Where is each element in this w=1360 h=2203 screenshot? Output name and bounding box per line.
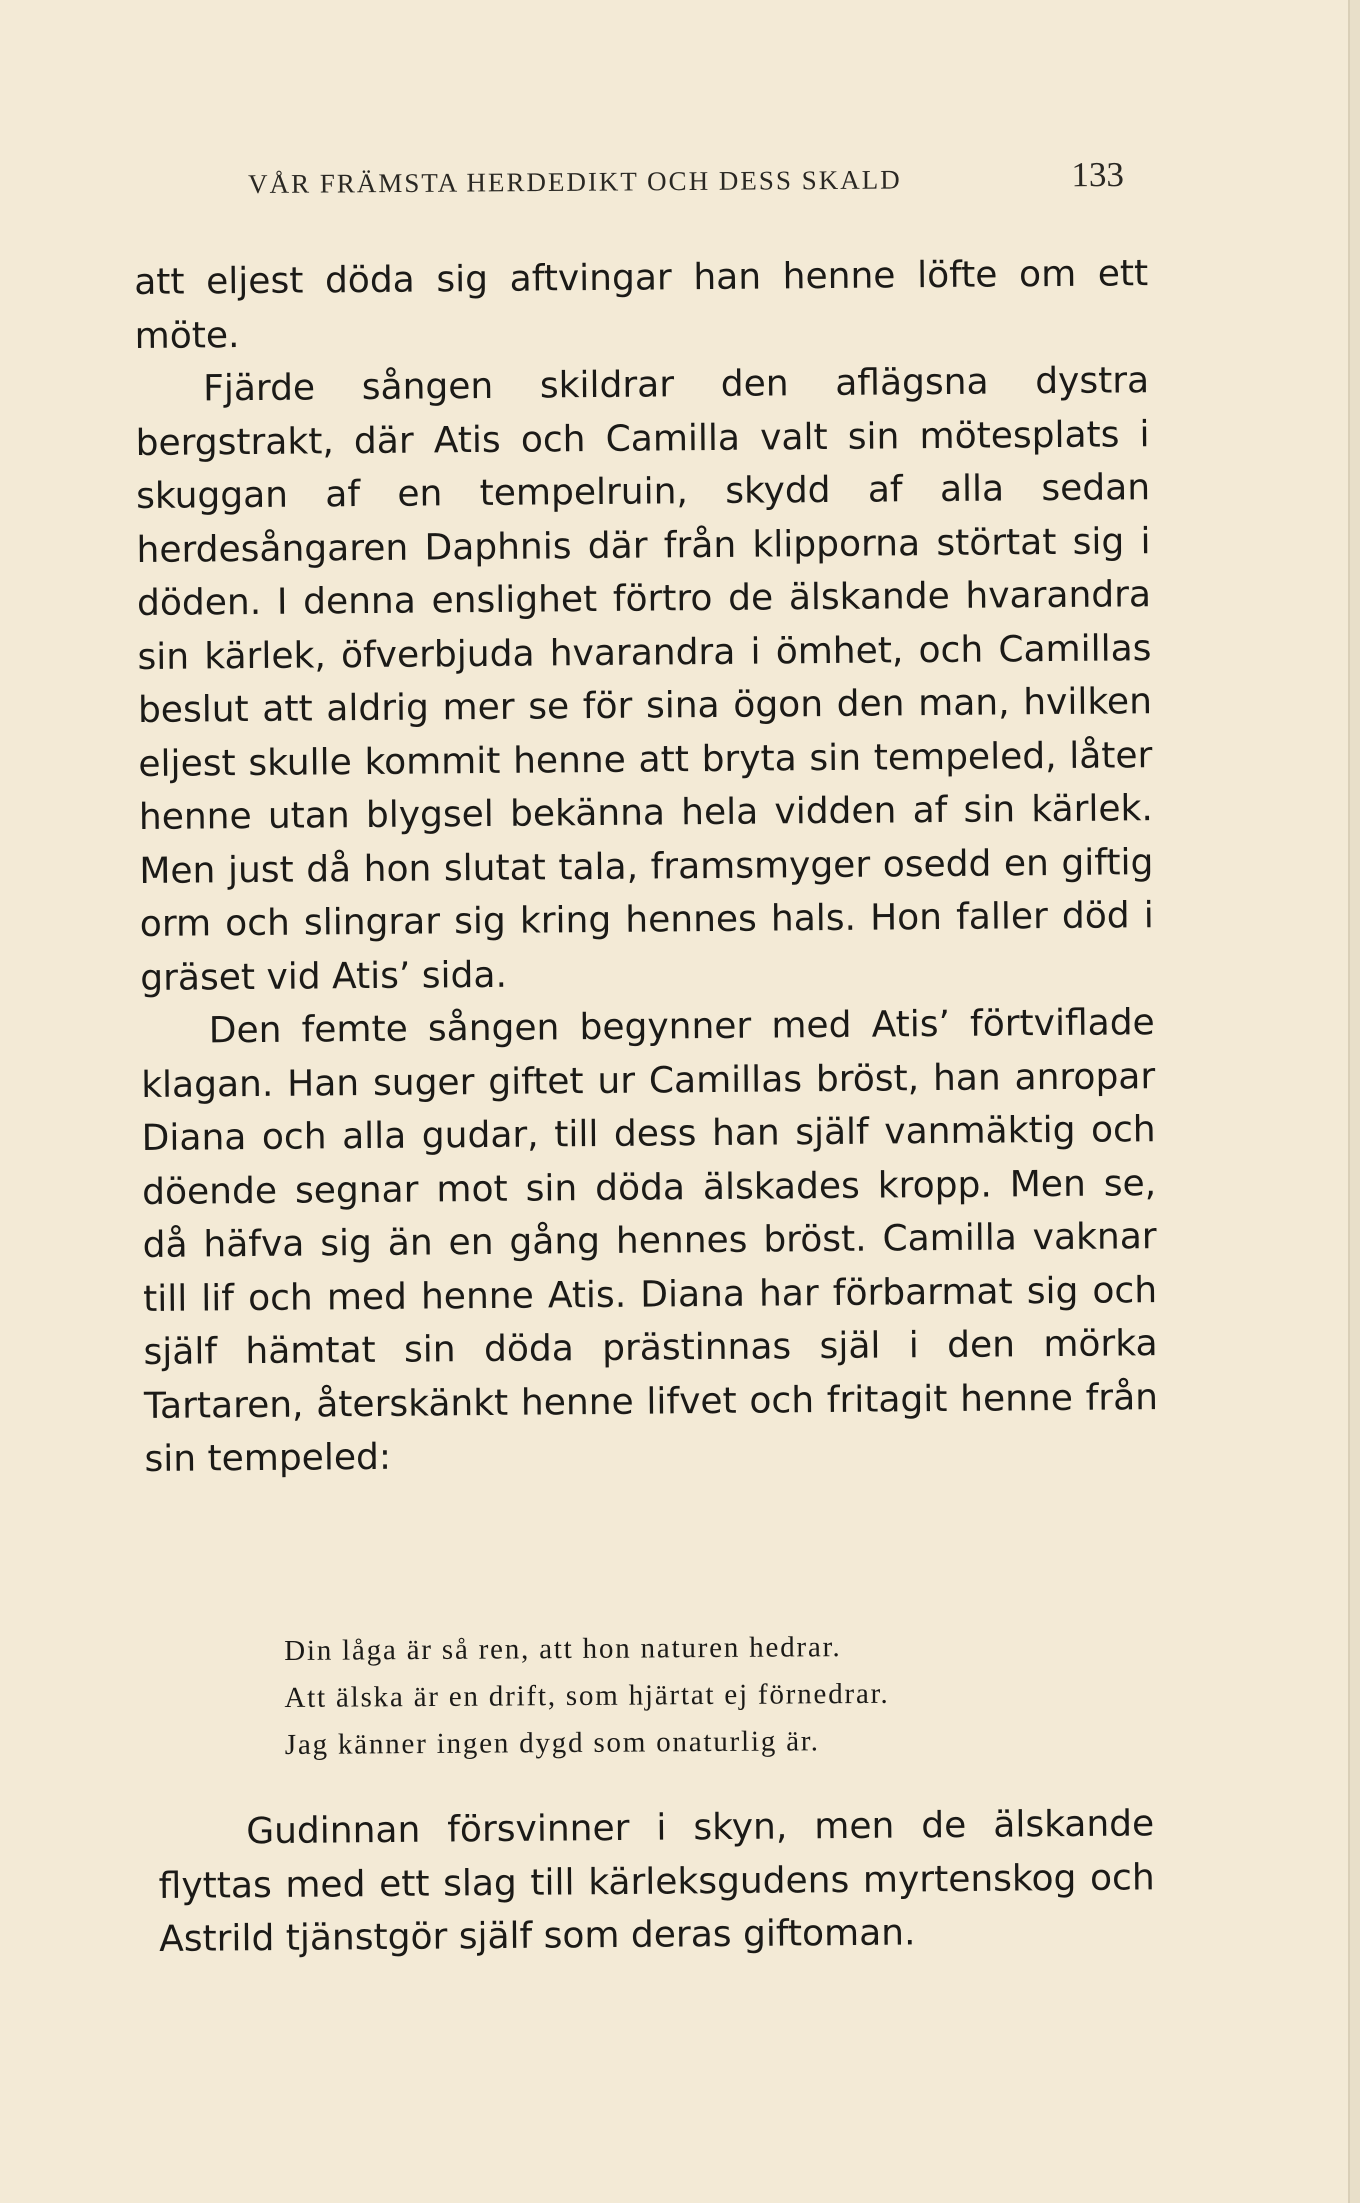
running-head [248,155,1124,209]
page-number: 133 [1071,154,1125,195]
verse-line-1: Din låga är så ren, att hon naturen hedrar. [284,1631,842,1667]
running-head-title: VÅR FRÄMSTA HERDEDIKT OCH DESS SKALD [247,164,902,200]
paragraph-1: att eljest döda sig aftvingar han henne löfte om ett möte. [134,253,1149,357]
paragraph-2: Fjärde sången skildrar den aflägsna dystra bergstrakt, där Atis och Camilla valt sin mötesplats i skuggan af en tempelruin, skydd af alla sedan herdesångaren Daphnis där från klipporna störtat sig i döden. I denna enslighet förtro de älskande hvarandra sin kärlek, öfverbjuda hvarandra i ömhet, och Camillas beslut att aldrig mer se för sina ögon den man, hvilken eljest skulle kommit henne att bryta sin tempeled, låter henne utan blygsel bekänna hela vidden af sin kärlek. Men just då hon slutat tala, framsmyger osedd en giftig orm och slingrar sig kring hennes hals. Hon faller död i gräset vid Atis’ sida. [135,360,1154,999]
body-text [134,247,1159,1486]
closing-text [158,1797,1155,1966]
verse-line-3: Jag känner ingen dygd som onaturlig är. [284,1725,820,1761]
paragraph-3: Den femte sången begynner med Atis’ förtvifladе klagan. Han suger giftet ur Camillas bröst, han anropar Diana och alla gudar, till dess han själf vanmäktig och döende segnar mot sin döda älskades kropp. Men se, då häfva sig än en gång hennes bröst. Camilla vaknar till lif och med henne Atis. Diana har förbarmat sig och själf hämtat sin döda prästinnas själ i den mörka Tartaren, återskänkt henne lifvet och fritagit henne från sin tempeled: [141,1002,1159,1480]
page-edge [1348,0,1360,2203]
verse-line-2: Att älska är en drift, som hjärtat ej förnedrar. [284,1677,890,1714]
closing-paragraph: Gudinnan försvinner i skyn, men de älskande flyttas med ett slag till kärleksgudens myrtenskog och Astrild tjänstgör själf som deras giftoman. [158,1803,1155,1960]
verse-quote [284,1622,1105,1769]
